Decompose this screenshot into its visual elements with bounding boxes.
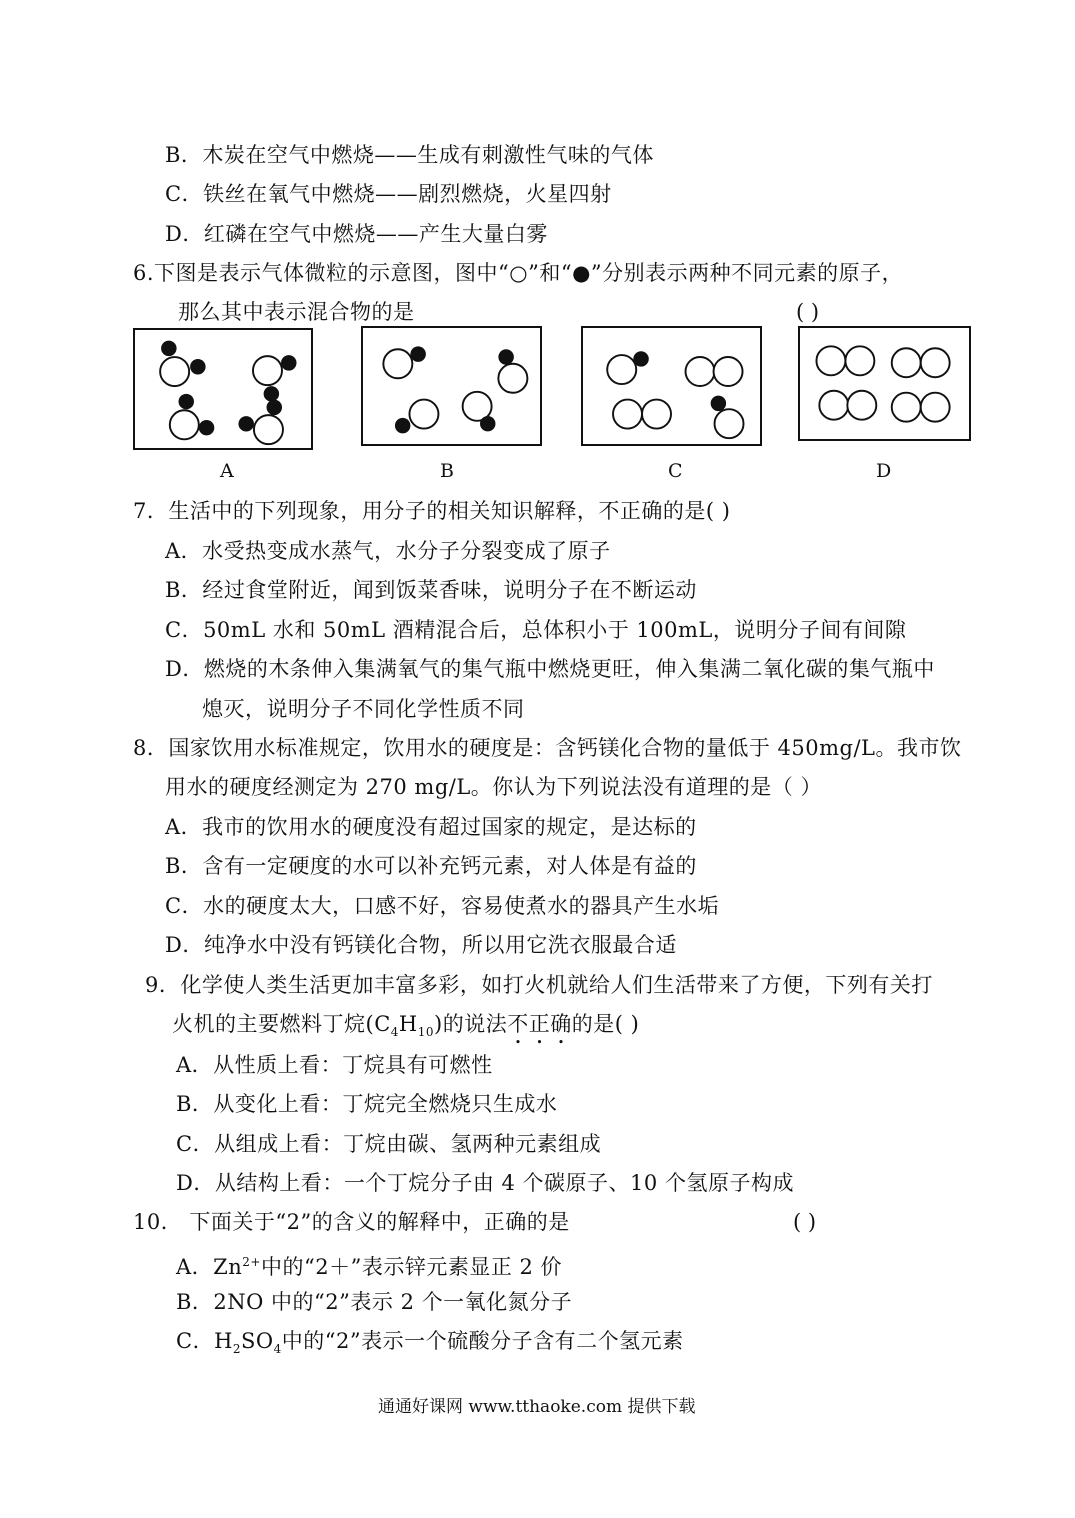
white-atom [845,346,874,375]
q9-option-a: A．从性质上看：丁烷具有可燃性 [176,1053,493,1077]
q10-c-so: SO [241,1329,274,1353]
black-atom [190,359,205,374]
diagram-label-a: A [220,460,234,482]
diagram-label-b: B [440,460,454,482]
white-atom [498,364,527,393]
white-atom [715,409,744,438]
white-atom [253,356,282,385]
q10-c-text: 中的“2”表示一个硫酸分子含有二个氢元素 [281,1329,684,1353]
q10-option-a [176,1249,562,1280]
q9-stem-suffix: 的是( ) [571,1012,640,1036]
black-atom [264,386,279,401]
q7-option-b: B．经过食堂附近，闻到饭菜香味，说明分子在不断运动 [165,578,697,602]
page-footer: 通通好课网 www.tthaoke.com 提供下载 [378,1397,696,1417]
white-atom [613,400,642,429]
q5-option-b: B．木炭在空气中燃烧——生成有刺激性气味的气体 [165,143,654,167]
q6-answer-parentheses: ( ) [796,300,820,324]
black-atom [395,418,410,433]
q8-option-c: C．水的硬度太大，口感不好，容易使煮水的器具产生水垢 [165,894,720,918]
white-atom [383,349,412,378]
q10-option-c [176,1328,684,1362]
q7-stem: 7．生活中的下列现象，用分子的相关知识解释，不正确的是( ) [133,499,731,523]
diagram-panel-b [361,326,542,446]
q9-option-d: D．从结构上看：一个丁烷分子由 4 个碳原子、10 个氢原子构成 [176,1171,794,1195]
particle-diagram-a [135,330,311,448]
q7-option-d-line2: 熄灭，说明分子不同化学性质不同 [202,697,525,721]
q10-stem: 10． 下面关于“2”的含义的解释中，正确的是 [133,1210,570,1234]
particle-diagram-c [583,328,760,444]
q10-a-prefix: A．Zn [176,1255,243,1279]
white-atom [816,346,845,375]
white-atom [921,348,950,377]
diagram-label-c: C [668,460,683,482]
q10-a-superscript: 2+ [242,1255,261,1269]
black-atom [238,416,253,431]
black-atom [179,394,194,409]
q9-emphasis-not-correct: 不正确 [507,1012,572,1036]
q9-stem-line2 [172,1011,639,1049]
white-atom [892,348,921,377]
q10-c-subscript-2: 2 [232,1342,242,1357]
diagram-panel-a [133,328,313,450]
white-atom [892,393,921,422]
black-atom [267,400,282,415]
q10-a-text: 中的“2＋”表示锌元素显正 2 价 [261,1255,563,1279]
q9-subscript-10: 10 [417,1025,435,1040]
white-atom [819,391,848,420]
white-atom [686,357,715,386]
q6-stem-line2: 那么其中表示混合物的是 [178,300,415,324]
q7-option-c: C．50mL 水和 50mL 酒精混合后，总体积小于 100mL，说明分子间有间隙 [165,618,907,642]
q9-stem-line1: 9．化学使人类生活更加丰富多彩，如打火机就给人们生活带来了方便，下列有关打 [145,973,933,997]
q10-c-subscript-4: 4 [273,1342,282,1357]
white-atom [254,415,283,444]
q9-stem-middle: )的说法 [434,1012,508,1036]
q5-option-c: C．铁丝在氧气中燃烧——剧烈燃烧，火星四射 [165,182,612,206]
q9-option-b: B．从变化上看：丁烷完全燃烧只生成水 [176,1092,558,1116]
diagram-label-d: D [876,460,892,482]
black-atom [199,420,214,435]
q7-option-d-line1: D．燃烧的木条伸入集满氧气的集气瓶中燃烧更旺，伸入集满二氧化碳的集气瓶中 [165,657,935,681]
q10-answer-parentheses: ( ) [793,1210,817,1234]
q5-option-d: D．红磷在空气中燃烧——产生大量白雾 [165,222,548,246]
particle-diagram-b [363,328,540,444]
white-atom [714,357,743,386]
white-atom [607,355,636,384]
q9-formula-h: H [398,1012,418,1036]
white-atom [921,393,950,422]
black-atom [480,416,495,431]
q7-option-a: A．水受热变成水蒸气，水分子分裂变成了原子 [165,539,611,563]
black-atom [281,355,296,370]
black-atom [498,349,513,364]
white-atom [847,391,876,420]
diagram-panel-c [581,326,762,446]
diagram-panel-d [798,326,971,441]
q8-stem-line1: 8．国家饮用水标准规定，饮用水的硬度是：含钙镁化合物的量低于 450mg/L。我市饮 [133,736,962,760]
q8-option-b: B．含有一定硬度的水可以补充钙元素，对人体是有益的 [165,854,697,878]
black-atom [633,351,648,366]
white-atom [642,400,671,429]
white-atom [170,410,199,439]
q8-stem-line2: 用水的硬度经测定为 270 mg/L。你认为下列说法没有道理的是（ ） [165,775,822,799]
q10-option-b: B．2NO 中的“2”表示 2 个一氧化氮分子 [176,1290,573,1314]
q8-option-a: A．我市的饮用水的硬度没有超过国家的规定，是达标的 [165,815,697,839]
q9-stem-prefix: 火机的主要燃料丁烷(C [172,1012,391,1036]
black-atom [161,341,176,356]
q9-subscript-4: 4 [390,1025,399,1040]
q6-stem-line1: 6.下图是表示气体微粒的示意图，图中“○”和“●”分别表示两种不同元素的原子， [133,261,904,285]
q9-option-c: C．从组成上看：丁烷由碳、氢两种元素组成 [176,1132,602,1156]
particle-diagram-d [800,328,969,439]
q8-option-d: D．纯净水中没有钙镁化合物，所以用它洗衣服最合适 [165,933,677,957]
white-atom [160,357,189,386]
q10-c-prefix: C．H [176,1329,233,1353]
white-atom [409,400,438,429]
black-atom [711,396,726,411]
black-atom [410,346,425,361]
